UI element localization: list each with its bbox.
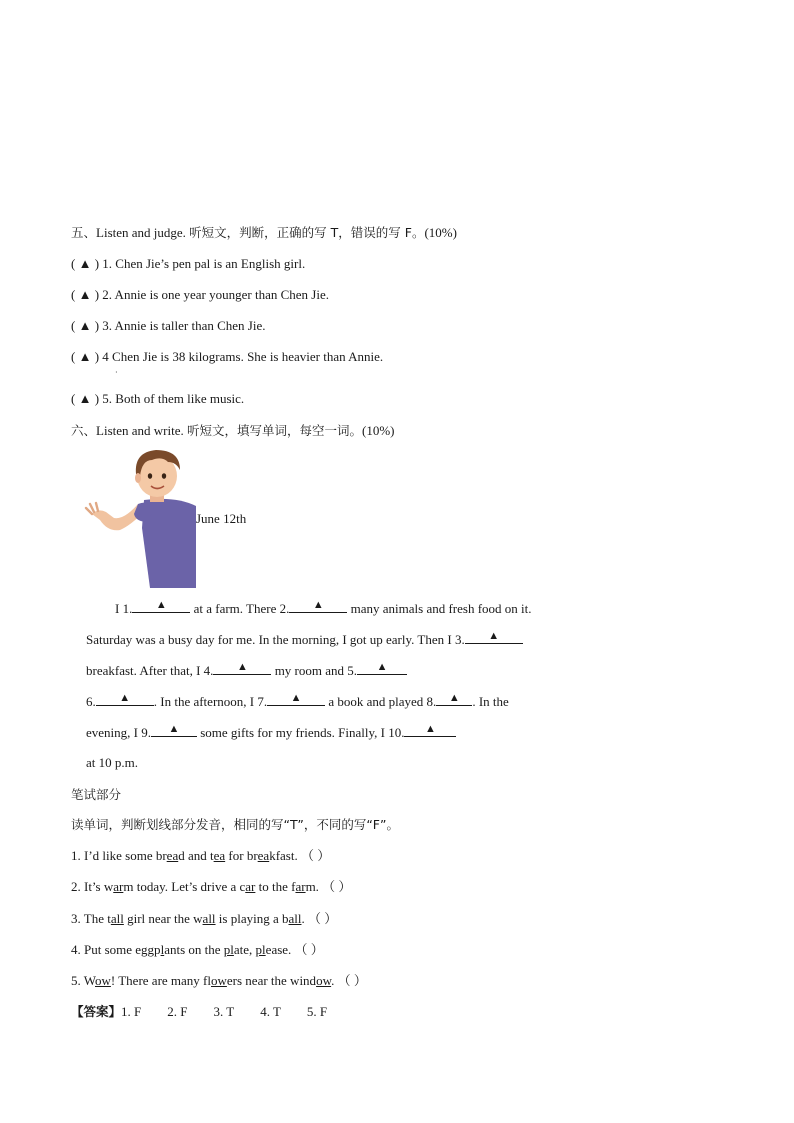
judge-item-5: ( ▲ ) 5. Both of them like music.	[71, 391, 245, 406]
answer-blank-8[interactable]: ▲	[436, 692, 472, 706]
phonics-question-4: 4. Put some eggplants on the plate, please. （ ）	[71, 942, 324, 957]
answer-blank-6[interactable]: ▲	[96, 692, 154, 706]
boy-illustration	[84, 448, 198, 588]
judge-item-2: ( ▲ ) 2. Annie is one year younger than Chen Jie.	[71, 287, 330, 302]
answer-value-4: 4. T	[260, 1004, 281, 1019]
answer-value-2: 2. F	[167, 1004, 188, 1019]
answer-value-1: 1. F	[121, 1004, 142, 1019]
answer-blank-4[interactable]: ▲	[213, 661, 271, 675]
passage-line-6: at 10 p.m.	[86, 755, 138, 770]
answer-blank-10[interactable]: ▲	[404, 723, 456, 737]
judge-item-4: ( ▲ ) 4 Chen Jie is 38 kilograms. She is heavier than Annie.	[71, 349, 384, 364]
judge-item-3: ( ▲ ) 3. Annie is taller than Chen Jie.	[71, 318, 266, 333]
phonics-question-1: 1. I’d like some bread and tea for breakfast. （ ）	[71, 848, 331, 863]
passage-line-4: 6. ▲ . In the afternoon, I 7. ▲ a book and played 8. ▲ . In the	[86, 692, 509, 709]
answer-tag: 【答案】	[71, 1004, 122, 1019]
section5-heading: 五、Listen and judge. 听短文，判断，正确的写 T，错误的写 F。(10%)	[71, 225, 457, 240]
written-part-title: 笔试部分	[71, 787, 122, 802]
phonics-question-3: 3. The tall girl near the wall is playing a ball. （ ）	[71, 911, 338, 926]
answer-value-3: 3. T	[213, 1004, 235, 1019]
answer-blank-2[interactable]: ▲	[289, 599, 347, 613]
answer-blank-9[interactable]: ▲	[151, 723, 197, 737]
passage-line-5: evening, I 9. ▲ some gifts for my friends. Finally, I 10. ▲	[86, 723, 456, 741]
answer-blank-5[interactable]: ▲	[357, 661, 407, 675]
passage-line-3: breakfast. After that, I 4. ▲ my room and 5. ▲	[86, 661, 407, 679]
passage-line-2: Saturday was a busy day for me. In the morning, I got up early. Then I 3. ▲	[86, 630, 523, 648]
section6-heading: 六、Listen and write. 听短文，填写单词，每空一词。(10%)	[71, 423, 395, 438]
answer-blank-7[interactable]: ▲	[267, 692, 325, 706]
stray-dot: ·	[115, 368, 118, 377]
phonics-question-5: 5. Wow! There are many flowers near the window. （ ）	[71, 973, 367, 988]
diary-date: June 12th	[196, 511, 247, 526]
answer-key	[71, 1004, 327, 1020]
passage-line-1: I 1. ▲ at a farm. There 2. ▲ many animals and fresh food on it.	[115, 599, 532, 616]
phonics-question-2: 2. It’s warm today. Let’s drive a car to the farm. （ ）	[71, 879, 352, 894]
answer-blank-3[interactable]: ▲	[465, 630, 523, 644]
answer-blank-1[interactable]: ▲	[132, 599, 190, 613]
written-instruction: 读单词，判断划线部分发音，相同的写“T”，不同的写“F”。	[71, 817, 399, 832]
judge-item-1: ( ▲ ) 1. Chen Jie’s pen pal is an English girl.	[71, 256, 306, 271]
answer-value-5: 5. F	[306, 1004, 328, 1019]
